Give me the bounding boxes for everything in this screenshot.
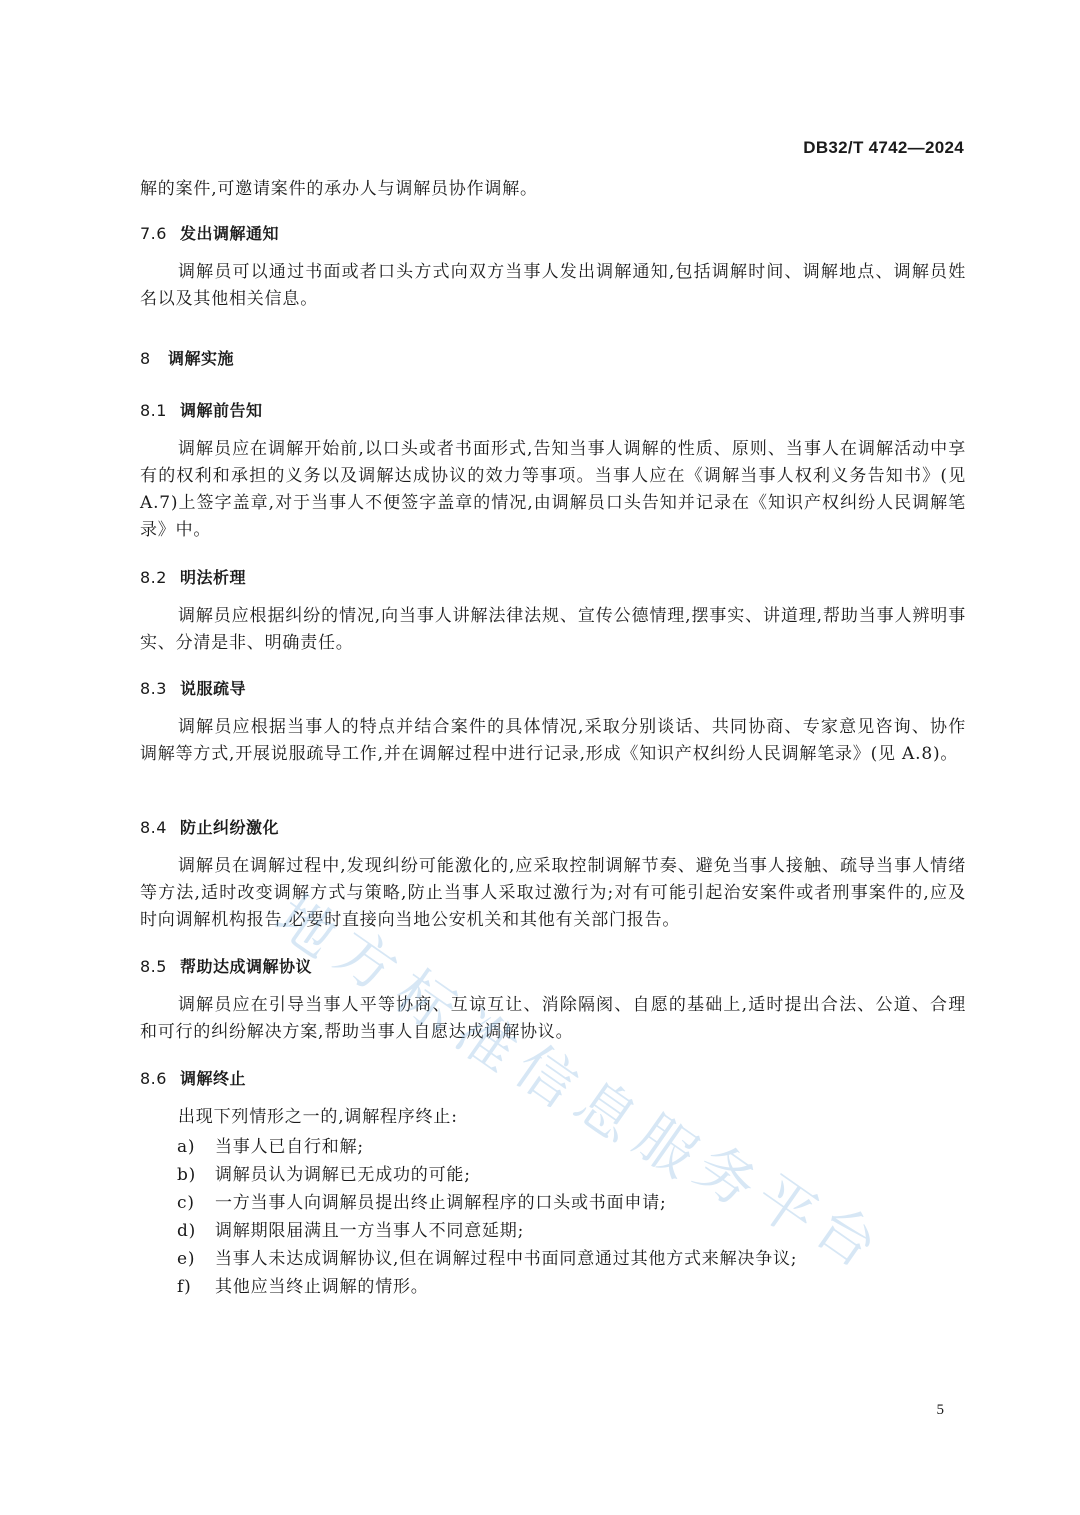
- section-8-6: [140, 1066, 966, 1089]
- list-item: [177, 1132, 364, 1157]
- watermark-char: 服: [622, 1101, 710, 1191]
- section-8-2: [140, 565, 966, 588]
- section-title: 帮助达成调解协议: [180, 957, 313, 976]
- section-paragraph: 调解员应在引导当事人平等协商、互谅互让、消除隔阂、自愿的基础上,适时提出合法、公道、合理和可行的纠纷解决方案,帮助当事人自愿达成调解协议。: [140, 995, 966, 1042]
- section-paragraph: 调解员可以通过书面或者口头方式向双方当事人发出调解通知,包括调解时间、调解地点、调解员姓名以及其他相关信息。: [140, 262, 966, 309]
- section-number: 7.6: [140, 224, 167, 243]
- section-paragraph: 调解员在调解过程中,发现纠纷可能激化的,应采取控制调解节奏、避免当事人接触、疏导当事人情绪等方法,适时改变调解方式与策略,防止当事人采取过激行为;对有可能引起治安案件或者刑事案件的,应及时向调解机构报告,必要时直接向当地公安机关和其他有关部门报告。: [140, 856, 966, 930]
- section-paragraph: 调解员应根据纠纷的情况,向当事人讲解法律法规、宣传公德情理,摆事实、讲道理,帮助当事人辨明事实、分清是非、明确责任。: [140, 606, 966, 653]
- chapter-title: 调解实施: [168, 349, 235, 368]
- section-heading: [140, 221, 966, 244]
- list-item-text: 调解期限届满且一方当事人不同意延期;: [215, 1221, 525, 1241]
- section-8-4: [140, 815, 966, 838]
- page-number: 5: [936, 1402, 944, 1418]
- section-number: 8.1: [140, 401, 167, 420]
- section-number: 8.3: [140, 679, 167, 698]
- watermark-char: 务: [682, 1131, 770, 1221]
- list-item: [177, 1244, 797, 1269]
- section-8-1-body: [140, 436, 966, 544]
- section-title: 说服疏导: [180, 679, 247, 698]
- section-8-3: [140, 676, 966, 699]
- chapter-heading: [140, 346, 966, 369]
- section-8-2-body: [140, 603, 966, 657]
- section-paragraph: 调解员应根据当事人的特点并结合案件的具体情况,采取分别谈话、共同协商、专家意见咨询、协作调解等方式,开展说服疏导工作,并在调解过程中进行记录,形成《知识产权纠纷人民调解笔录》(见 A.8)。: [140, 717, 966, 764]
- list-item: [177, 1160, 471, 1185]
- section-7-6: [140, 221, 966, 244]
- list-marker: c): [177, 1193, 195, 1213]
- list-item: [177, 1216, 524, 1241]
- list-item-text: 当事人未达成调解协议,但在调解过程中书面同意通过其他方式来解决争议;: [215, 1249, 798, 1269]
- section-8-5-body: [140, 992, 966, 1046]
- list-item-text: 当事人已自行和解;: [215, 1137, 364, 1157]
- section-7-6-body: [140, 259, 966, 313]
- section-number: 8.6: [140, 1069, 167, 1088]
- list-marker: e): [177, 1249, 196, 1269]
- section-8-1: [140, 398, 966, 421]
- section-title: 明法析理: [180, 568, 247, 587]
- section-8: [140, 346, 966, 369]
- continuation-paragraph: 解的案件,可邀请案件的承办人与调解员协作调解。: [140, 179, 538, 199]
- watermark-char: 标: [382, 956, 470, 1046]
- section-8-6-lead: [140, 1104, 966, 1131]
- watermark-char: 息: [562, 1066, 650, 1156]
- section-title: 调解终止: [180, 1069, 247, 1088]
- section-number: 8.5: [140, 957, 167, 976]
- list-item-text: 其他应当终止调解的情形。: [215, 1277, 429, 1297]
- section-heading: [140, 398, 966, 421]
- list-marker: b): [177, 1165, 197, 1185]
- watermark-char: 准: [442, 996, 530, 1086]
- section-number: 8.4: [140, 818, 167, 837]
- section-title: 调解前告知: [180, 401, 263, 420]
- intro-block: [140, 176, 966, 203]
- section-paragraph: 出现下列情形之一的,调解程序终止:: [178, 1107, 458, 1127]
- section-heading: [140, 565, 966, 588]
- list-marker: a): [177, 1137, 196, 1157]
- section-paragraph: 调解员应在调解开始前,以口头或者书面形式,告知当事人调解的性质、原则、当事人在调解活动中享有的权利和承担的义务以及调解达成协议的效力等事项。当事人应在《调解当事人权利义务告知书》(见 A.7)上签字盖章,对于当事人不便签字盖章的情况,由调解员口头告知并记录在《知识产权纠纷人民调解笔录》中。: [140, 439, 966, 540]
- section-heading: [140, 954, 966, 977]
- watermark-char: 台: [802, 1191, 890, 1281]
- section-title: 发出调解通知: [180, 224, 280, 243]
- section-title: 防止纠纷激化: [180, 818, 280, 837]
- section-number: 8.2: [140, 568, 167, 587]
- section-8-4-body: [140, 853, 966, 934]
- list-marker: f): [177, 1277, 192, 1297]
- chapter-number: 8: [140, 349, 151, 368]
- section-8-3-body: [140, 714, 966, 768]
- list-item-text: 一方当事人向调解员提出终止调解程序的口头或书面申请;: [215, 1193, 667, 1213]
- list-item: [177, 1272, 429, 1297]
- section-heading: [140, 1066, 966, 1089]
- watermark-char: 信: [502, 1031, 590, 1121]
- list-marker: d): [177, 1221, 197, 1241]
- list-item: [177, 1188, 667, 1213]
- section-heading: [140, 815, 966, 838]
- section-heading: [140, 676, 966, 699]
- list-item-text: 调解员认为调解已无成功的可能;: [215, 1165, 471, 1185]
- section-8-5: [140, 954, 966, 977]
- watermark-char: 方: [322, 916, 410, 1006]
- document-code: DB32/T 4742—2024: [803, 138, 964, 157]
- watermark-char: 地: [262, 881, 350, 971]
- watermark-char: 平: [742, 1161, 830, 1251]
